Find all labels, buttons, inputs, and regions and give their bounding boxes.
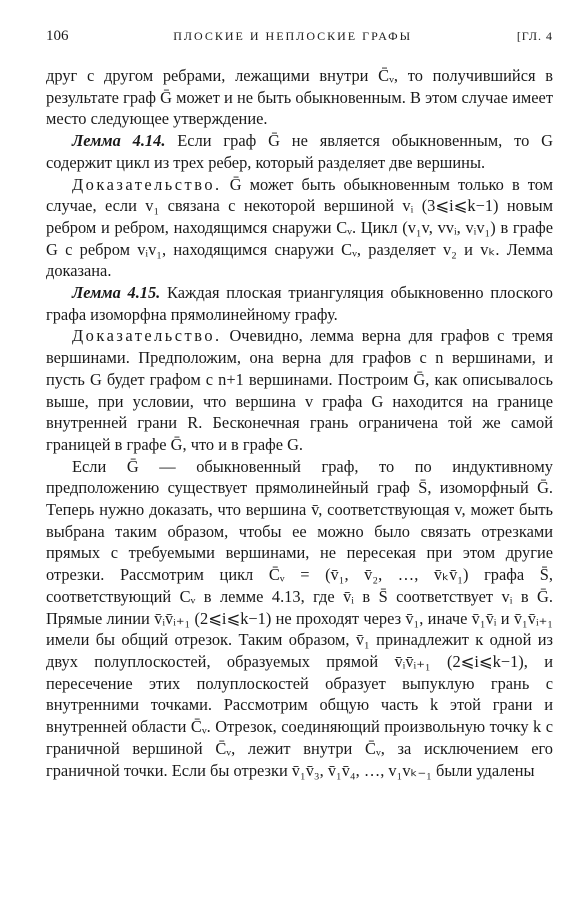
proof-label: Доказательство. [72, 174, 222, 194]
lemma-4-14: Лемма 4.14. Если граф Ḡ не является обыкновенным, то G содержит цикл из трех ребер, который разделяет две вершины. [46, 131, 553, 172]
lemma-4-15: Лемма 4.15. Каждая плоская триангуляция обыкновенно плоского графа изоморфна прямолинейному графу. [46, 283, 553, 324]
page-header [46, 28, 553, 45]
page-body [46, 65, 553, 781]
paragraph-continuation: друг с другом ребрами, лежащими внутри C̄ᵥ, то получившийся в результате граф Ḡ может и не быть обыкновенным. В этом случае имеет место следующее утверждение. [46, 66, 553, 129]
proof-label: Доказательство. [72, 326, 222, 346]
proof-4-15: Доказательство. Очевидно, лемма верна для графов с тремя вершинами. Предположим, она верна для графов с n вершинами, и пусть G будет графом с n+1 вершинами. Построим Ḡ, как описывалось выше, при условии, что вершина v графа G находится на границе внутренней грани R. Бесконечная грань ограничена той же самой границей в графе Ḡ, что и в графе G. [46, 326, 553, 454]
lemma-label: Лемма 4.14. [72, 131, 166, 151]
page-number: 106 [46, 28, 69, 44]
chapter-marker: [ГЛ. 4 [516, 29, 553, 43]
paragraph-induction: Если Ḡ — обыкновенный граф, то по индуктивному предположению существует прямолинейный граф S̄, изоморфный Ḡ. Теперь нужно доказать, что вершина v̄, соответствующая v, может быть выбрана таким образом, чтобы ее можно было связать отрезками прямых с требуемыми вершинами, не пересекая при этом другие отрезки. Рассмотрим цикл C̄ᵥ = (v̄₁, v̄₂, …, v̄ₖv̄₁) графа S̄, соответствующий Cᵥ в лемме 4.13, где v̄ᵢ в S̄ соответствует vᵢ в Ḡ. Прямые линии v̄ᵢv̄ᵢ₊₁ (2⩽i⩽k−1) не проходят через v̄₁, иначе v̄₁v̄ᵢ и v̄₁v̄ᵢ₊₁ имели бы общий отрезок. Таким образом, v̄₁ принадлежит к одной из двух полуплоскостей, образуемых прямой v̄ᵢv̄ᵢ₊₁ (2⩽i⩽k−1), и пересечение этих полуплоскостей образует выпуклую грань с внутренними точками. Рассмотрим общую часть k этой грани и внутренней области C̄ᵥ. Отрезок, соединяющий произвольную точку k с граничной вершиной C̄ᵥ, лежит внутри C̄ᵥ, за исключением его граничной точки. Если бы отрезки v̄₁v̄₃, v̄₁v̄₄, …, v₁vₖ₋₁ были удалены [46, 456, 553, 780]
running-title: ПЛОСКИЕ И НЕПЛОСКИЕ ГРАФЫ [173, 29, 413, 43]
proof-4-14: Доказательство. Ḡ может быть обыкновенным только в том случае, если v₁ связана с некоторой вершиной vᵢ (3⩽i⩽k−1) новым ребром и ребром, находящимся снаружи Cᵥ. Цикл (v₁v, vvᵢ, vᵢv₁) в графе G с ребром vᵢv₁, находящимся снаружи Cᵥ, разделяет v₂ и vₖ. Лемма доказана. [46, 174, 553, 281]
lemma-label: Лемма 4.15. [72, 283, 161, 303]
